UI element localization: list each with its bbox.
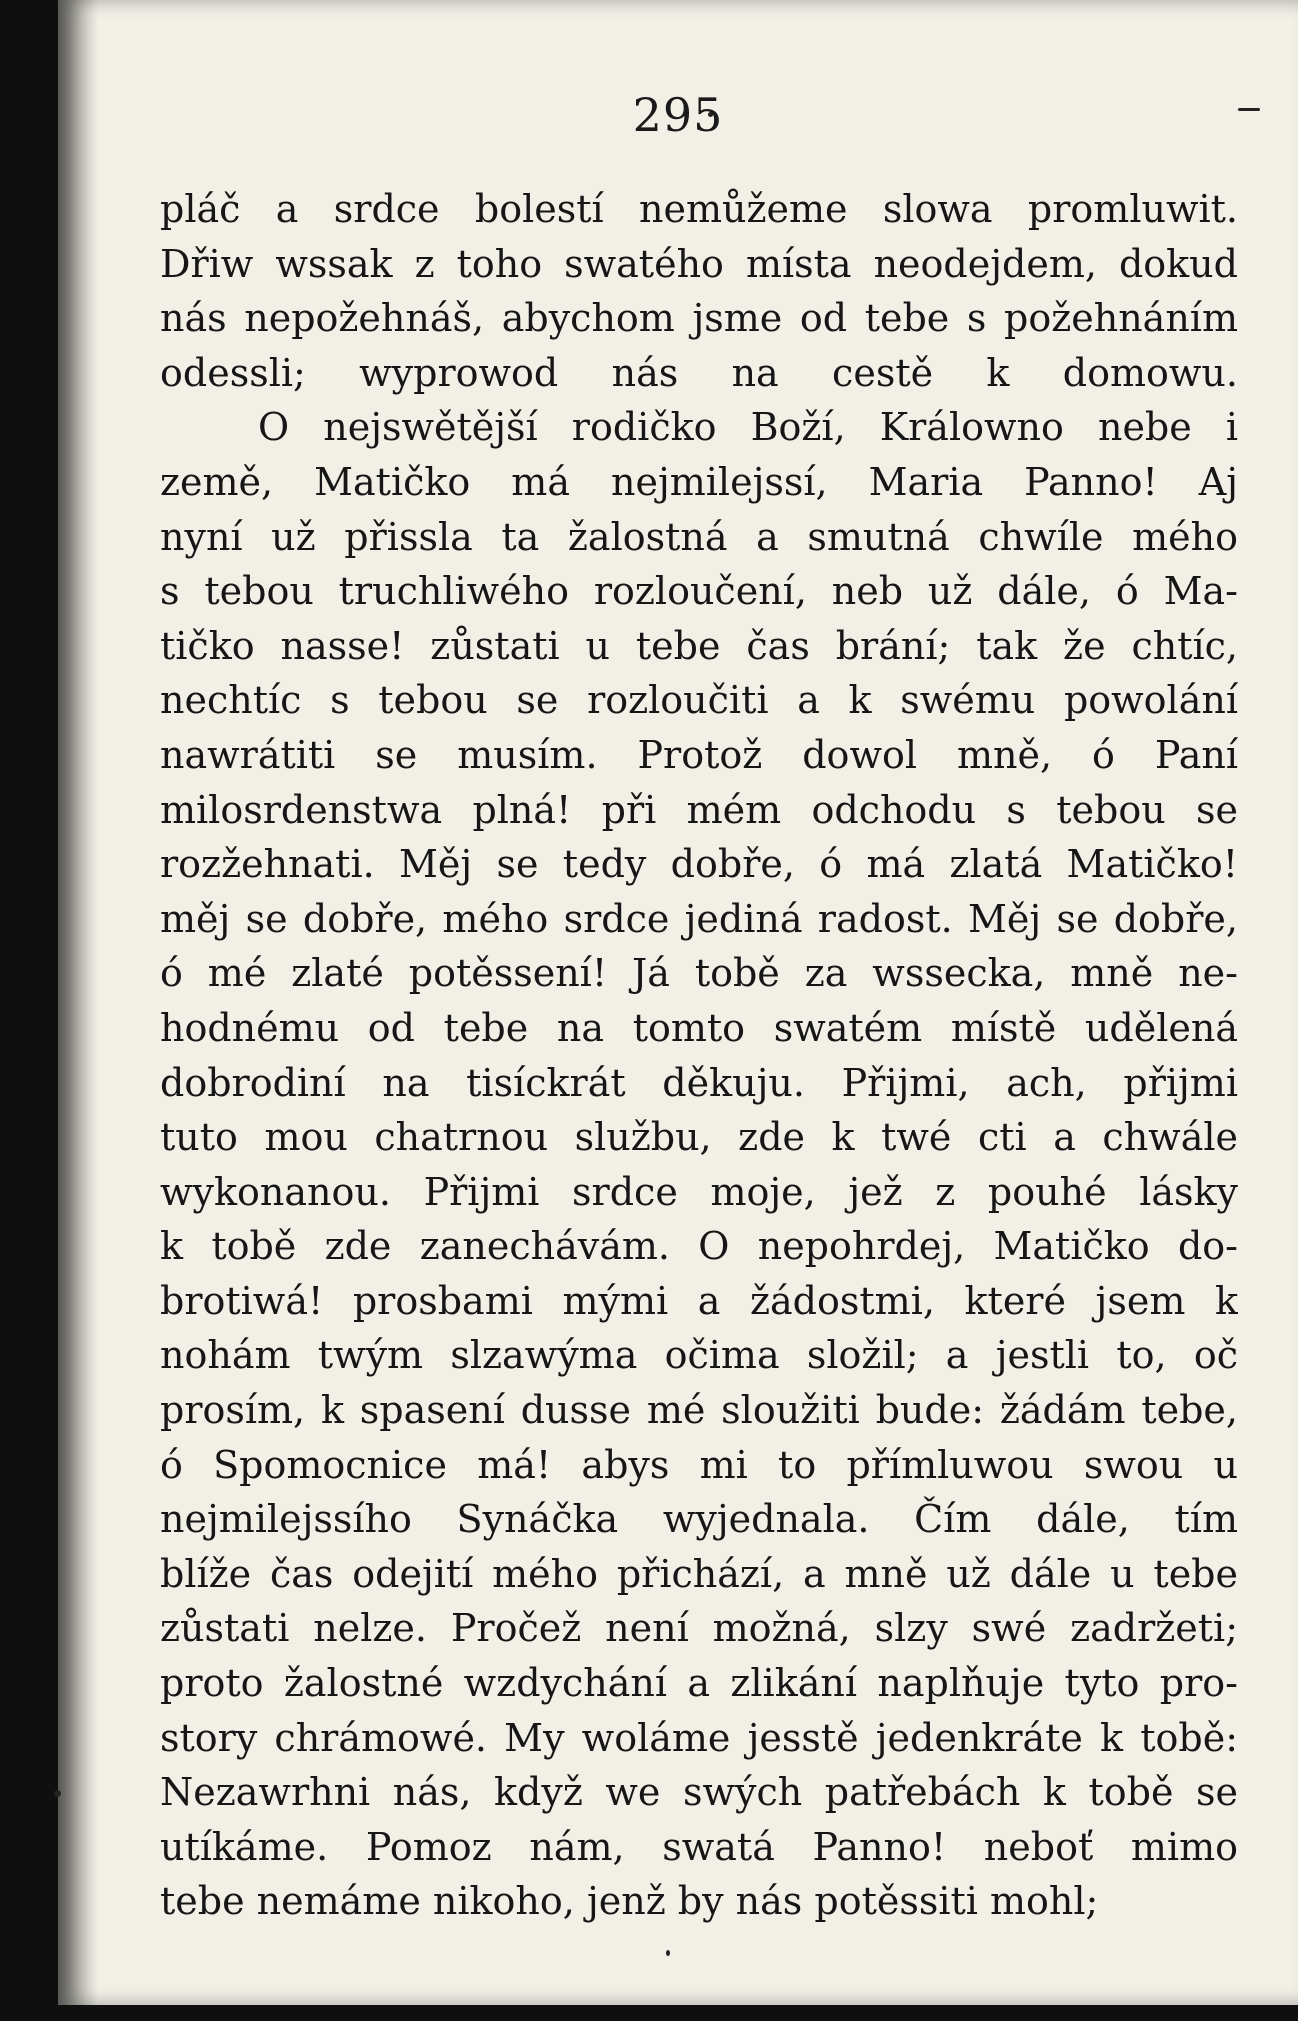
- text-line: milosrdenstwa plná! při mém odchodu s tebou se: [160, 787, 1238, 832]
- text-line: nejmilejssího Synáčka wyjednala. Čím dále, tím: [160, 1497, 1238, 1542]
- body-text: [160, 182, 1238, 1929]
- text-line: utíkáme. Pomoz nám, swatá Panno! neboť mimo: [160, 1824, 1238, 1869]
- text-line: Nezawrhni nás, když we swých patřebách k tobě se: [160, 1770, 1238, 1815]
- text-line: proto žalostné wzdychání a zlikání naplňuje tyto pro-: [160, 1661, 1238, 1706]
- text-line: k tobě zde zanechávám. O nepohrdej, Matičko do-: [160, 1224, 1238, 1269]
- text-line: tičko nasse! zůstati u tebe čas brání; tak že chtíc,: [160, 623, 1238, 668]
- text-line: tuto mou chatrnou službu, zde k twé cti a chwále: [160, 1115, 1238, 1160]
- text-line: ó Spomocnice má! abys mi to přímluwou swou u: [160, 1442, 1238, 1487]
- page-number: 295: [632, 88, 724, 142]
- paper-speck: [666, 1950, 670, 1956]
- text-line: nyní už přissla ta žalostná a smutná chwíle mého: [160, 514, 1238, 559]
- text-line: nechtíc s tebou se rozloučiti a k swému powolání: [160, 678, 1238, 723]
- text-line: nás nepožehnáš, abychom jsme od tebe s požehnáním: [160, 296, 1238, 341]
- binding-shadow: [58, 0, 98, 2005]
- paper-speck: [54, 1790, 61, 1797]
- text-line: wykonanou. Přijmi srdce moje, jež z pouhé lásky: [160, 1169, 1238, 1214]
- text-line: brotiwá! prosbami mými a žádostmi, které jsem k: [160, 1278, 1238, 1323]
- text-line: pláč a srdce bolestí nemůžeme slowa promluwit.: [160, 187, 1238, 231]
- text-line: O nejswětější rodičko Boží, Králowno nebe i: [258, 405, 1238, 450]
- text-line: rozžehnati. Měj se tedy dobře, ó má zlatá Matičko!: [160, 842, 1238, 887]
- text-line: tebe nemáme nikoho, jenž by nás potěssiti mohl;: [160, 1879, 1099, 1924]
- text-line: story chrámowé. My woláme jesstě jedenkráte k tobě:: [160, 1715, 1238, 1760]
- text-line: hodnému od tebe na tomto swatém místě udělená: [160, 1005, 1238, 1050]
- text-line: prosím, k spasení dusse mé sloužiti bude: žádám tebe,: [160, 1388, 1238, 1433]
- text-line: země, Matičko má nejmilejssí, Maria Panno! Aj: [160, 459, 1238, 504]
- text-line: ó mé zlaté potěssení! Já tobě za wssecka, mně ne-: [160, 951, 1238, 996]
- text-line: blíže čas odejití mého přichází, a mně už dále u tebe: [160, 1551, 1238, 1596]
- text-line: nohám twým slzawýma očima složil; a jestli to, oč: [160, 1333, 1238, 1378]
- text-line: Dřiw wssak z toho swatého místa neodejdem, dokud: [160, 241, 1238, 286]
- text-line: měj se dobře, mého srdce jediná radost. Měj se dobře,: [160, 896, 1238, 941]
- text-line: dobrodiní na tisíckrát děkuju. Přijmi, ach, přijmi: [160, 1060, 1238, 1105]
- text-line: odessli; wyprowod nás na cestě k domowu.: [160, 350, 1238, 395]
- text-line: zůstati nelze. Pročež není možná, slzy swé zadržeti;: [160, 1606, 1238, 1651]
- book-page: [58, 0, 1298, 2005]
- text-line: s tebou truchliwého rozloučení, neb už dále, ó Ma-: [160, 569, 1238, 614]
- text-line: nawrátiti se musím. Protož dowol mně, ó Paní: [160, 732, 1238, 777]
